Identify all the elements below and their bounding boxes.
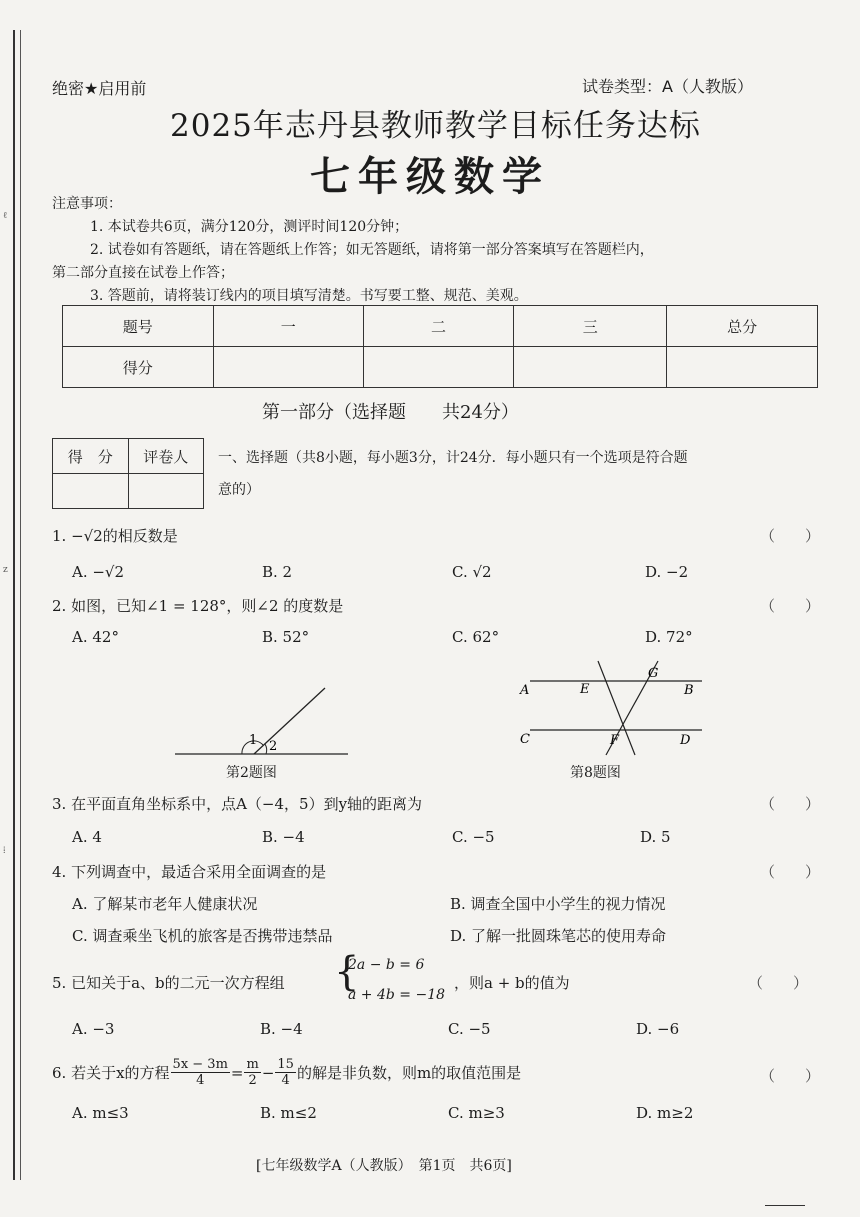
equation-brace: { <box>334 949 360 995</box>
margin-mark: ⁞ <box>3 846 6 856</box>
score-header-cell: 一 <box>213 306 363 347</box>
section1-instruction: 一、选择题（共8小题，每小题3分，计24分．每小题只有一个选项是符合题 <box>218 450 688 466</box>
question-5-stem-post: ，则a + b的值为 <box>454 974 570 992</box>
q1-option-d: D. −2 <box>645 563 689 581</box>
q4-option-d: D. 了解一批圆珠笔芯的使用寿命 <box>450 927 667 945</box>
q1-option-b: B. 2 <box>262 563 293 581</box>
q6-stem-post: 的解是非负数，则m的取值范围是 <box>296 1064 522 1082</box>
answer-paren[interactable]: （ ） <box>760 527 821 545</box>
section1-instruction-cont: 意的） <box>218 482 260 498</box>
fig8-label-f: F <box>610 733 620 748</box>
q6-frac3-den: 4 <box>281 1073 290 1088</box>
score-label-cell: 得分 <box>63 347 214 388</box>
q6-minus: − <box>261 1063 275 1082</box>
q6-option-d: D. m≥2 <box>636 1104 694 1122</box>
answer-paren[interactable]: （ ） <box>748 974 809 992</box>
score-table <box>62 305 818 388</box>
fig2-caption: 第2题图 <box>226 765 277 781</box>
q5-equation-2: a + 4b = −18 <box>348 987 446 1003</box>
q2-option-a: A. 42° <box>72 628 119 646</box>
answer-paren[interactable]: （ ） <box>760 863 821 881</box>
fig2-ray <box>254 688 325 754</box>
score-header-cell: 三 <box>514 306 667 347</box>
q6-equals: = <box>230 1063 244 1082</box>
score-input-cell[interactable] <box>213 347 363 388</box>
note-1: 1. 本试卷共6页，满分120分，测评时间120分钟； <box>90 219 409 235</box>
q6-frac1-num: 5x − 3m <box>172 1057 228 1072</box>
fig2-angle-arc-2 <box>265 744 267 754</box>
page-footer: [七年级数学A（人教版） 第1页 共6页] <box>256 1158 512 1174</box>
q4-option-c: C. 调查乘坐飞机的旅客是否携带违禁品 <box>72 927 333 945</box>
q6-option-c: C. m≥3 <box>448 1104 505 1122</box>
answer-paren[interactable]: （ ） <box>760 597 821 615</box>
score-input-cell[interactable] <box>514 347 667 388</box>
q3-option-b: B. −4 <box>262 828 305 846</box>
confidential-label: 绝密★启用前 <box>52 79 147 98</box>
fig2-label-2: 2 <box>269 739 278 754</box>
figure-q2 <box>170 680 360 765</box>
fig8-label-b: B <box>684 683 694 698</box>
q6-frac1-den: 4 <box>196 1073 205 1088</box>
answer-paren[interactable]: （ ） <box>760 795 821 813</box>
exam-subject: 七年级数学 <box>310 154 550 200</box>
grader-name-label: 评卷人 <box>128 439 204 474</box>
note-2: 2. 试卷如有答题纸，请在答题纸上作答；如无答题纸，请将第一部分答案填写在答题栏内， <box>90 242 654 258</box>
question-6-stem <box>52 1057 521 1088</box>
score-input-cell[interactable] <box>667 347 818 388</box>
margin-mark: z <box>3 565 8 575</box>
grader-score-cell[interactable] <box>53 474 129 509</box>
q6-frac3-num: 15 <box>277 1057 294 1072</box>
note-3: 3. 答题前，请将装订线内的项目填写清楚。书写要工整、规范、美观。 <box>90 288 528 304</box>
binding-line-inner <box>20 30 21 1180</box>
fig8-label-e: E <box>580 682 590 697</box>
q6-option-a: A. m≤3 <box>72 1104 129 1122</box>
q4-option-a: A. 了解某市老年人健康状况 <box>72 895 258 913</box>
q5-option-b: B. −4 <box>260 1020 303 1038</box>
score-header-cell: 二 <box>363 306 513 347</box>
q1-option-a: A. −√2 <box>72 563 125 581</box>
q6-frac2-den: 2 <box>248 1073 257 1088</box>
figure-q8 <box>510 658 710 758</box>
grader-name-cell[interactable] <box>128 474 204 509</box>
q1-option-c: C. √2 <box>452 563 492 581</box>
question-2-stem: 2. 如图，已知∠1 = 128°，则∠2 的度数是 <box>52 597 344 615</box>
q3-option-d: D. 5 <box>640 828 671 846</box>
note-2-cont: 第二部分直接在试卷上作答； <box>52 265 234 281</box>
q5-option-c: C. −5 <box>448 1020 491 1038</box>
answer-paren[interactable]: （ ） <box>760 1067 821 1085</box>
grader-score-label: 得 分 <box>53 439 129 474</box>
question-1-stem: 1. −√2的相反数是 <box>52 527 178 545</box>
q3-option-c: C. −5 <box>452 828 495 846</box>
q6-option-b: B. m≤2 <box>260 1104 317 1122</box>
q6-fraction-3 <box>275 1057 296 1088</box>
score-header-cell: 题号 <box>63 306 214 347</box>
q6-fraction-1 <box>171 1057 230 1088</box>
fig8-label-a: A <box>520 683 530 698</box>
q2-option-b: B. 52° <box>262 628 310 646</box>
fig8-label-c: C <box>520 732 530 747</box>
fig8-label-g: G <box>648 666 659 681</box>
margin-mark: ℓ <box>3 211 8 221</box>
q6-stem-pre: 6. 若关于x的方程 <box>52 1064 170 1082</box>
question-5-stem-pre: 5. 已知关于a、b的二元一次方程组 <box>52 974 285 992</box>
q6-frac2-num: m <box>246 1057 259 1072</box>
fig2-label-1: 1 <box>249 733 258 748</box>
grader-table <box>52 438 204 509</box>
question-3-stem: 3. 在平面直角坐标系中，点A（−4，5）到y轴的距离为 <box>52 795 423 813</box>
q3-option-a: A. 4 <box>72 828 102 846</box>
q2-option-c: C. 62° <box>452 628 500 646</box>
q4-option-b: B. 调查全国中小学生的视力情况 <box>450 895 666 913</box>
fig8-caption: 第8题图 <box>570 765 621 781</box>
fig8-label-d: D <box>680 733 691 748</box>
exam-title: 2025年志丹县教师教学目标任务达标 <box>170 108 701 144</box>
question-4-stem: 4. 下列调查中，最适合采用全面调查的是 <box>52 863 327 881</box>
notes-heading: 注意事项： <box>52 196 122 212</box>
score-input-cell[interactable] <box>363 347 513 388</box>
q5-option-d: D. −6 <box>636 1020 680 1038</box>
q5-equation-1: 2a − b = 6 <box>348 957 425 973</box>
paper-type-label: 试卷类型：A（人教版） <box>582 77 753 96</box>
q2-option-d: D. 72° <box>645 628 693 646</box>
q6-fraction-2 <box>244 1057 260 1088</box>
binding-line <box>13 30 15 1180</box>
q5-option-a: A. −3 <box>72 1020 115 1038</box>
corner-mark <box>765 1205 805 1206</box>
part1-heading: 第一部分（选择题 共24分） <box>262 402 519 423</box>
score-header-cell: 总分 <box>667 306 818 347</box>
